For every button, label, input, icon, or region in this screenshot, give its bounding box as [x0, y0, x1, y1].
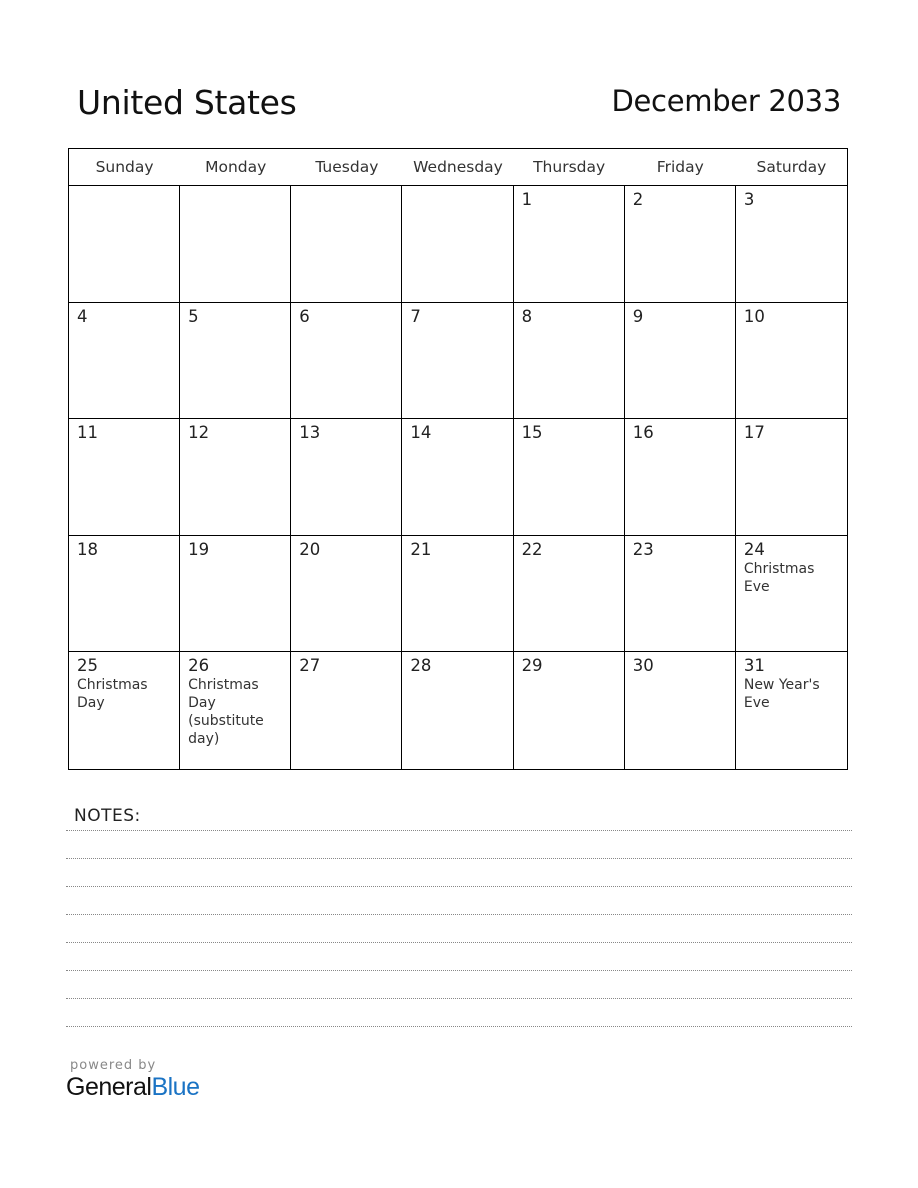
day-cell — [514, 419, 625, 536]
day-number: 8 — [521, 306, 533, 326]
day-cell — [736, 536, 847, 653]
day-number: 7 — [410, 306, 421, 326]
day-cell — [514, 303, 625, 420]
day-number: 27 — [299, 656, 321, 676]
day-cell — [291, 536, 402, 653]
note-line — [66, 914, 852, 915]
holiday-label: Christmas Day — [77, 677, 148, 712]
day-number: 21 — [410, 539, 432, 559]
day-number: 11 — [77, 423, 98, 443]
day-cell — [69, 303, 180, 420]
calendar-weeks — [69, 186, 847, 769]
brand-general: General — [66, 1073, 152, 1101]
brand-blue: Blue — [151, 1073, 200, 1101]
day-number: 13 — [299, 423, 321, 443]
day-cell — [69, 419, 180, 536]
day-number: 19 — [188, 539, 210, 559]
day-number: 20 — [299, 539, 321, 559]
powered-by-text: powered by — [70, 1058, 157, 1073]
day-number: 4 — [77, 306, 88, 326]
day-number: 1 — [521, 190, 533, 209]
day-number: 9 — [632, 306, 644, 326]
note-line — [66, 970, 852, 971]
day-cell — [514, 186, 625, 303]
day-cell — [402, 186, 513, 303]
notes-section — [66, 806, 852, 826]
calendar-grid — [68, 148, 848, 770]
weekday-wednesday: Wednesday — [413, 158, 503, 176]
weekday-monday: Monday — [205, 158, 267, 176]
day-cell — [625, 536, 736, 653]
note-line — [66, 942, 852, 943]
day-cell — [180, 536, 291, 653]
note-line — [66, 1026, 852, 1027]
day-cell — [291, 419, 402, 536]
notes-label: NOTES: — [74, 806, 141, 826]
day-number: 18 — [77, 539, 98, 559]
day-number: 31 — [743, 656, 765, 676]
day-cell — [514, 652, 625, 769]
weekday-sunday: Sunday — [95, 158, 154, 176]
day-cell — [736, 303, 847, 420]
day-cell — [69, 186, 180, 303]
day-number: 15 — [521, 423, 543, 443]
generalblue-logo — [66, 1073, 200, 1102]
day-number: 6 — [299, 306, 310, 326]
day-number: 10 — [743, 306, 765, 326]
weekday-friday: Friday — [656, 158, 704, 176]
day-number: 5 — [188, 306, 199, 326]
day-number: 2 — [632, 190, 644, 209]
note-line — [66, 858, 852, 859]
holiday-label: Christmas Day (substitute day) — [188, 677, 264, 748]
day-cell — [180, 303, 291, 420]
month-year-title: December 2033 — [611, 84, 841, 118]
day-cell — [291, 186, 402, 303]
day-cell — [402, 536, 513, 653]
weekday-saturday: Saturday — [756, 158, 827, 176]
day-cell — [402, 303, 513, 420]
day-cell — [291, 303, 402, 420]
note-line — [66, 998, 852, 999]
day-cell — [625, 186, 736, 303]
day-cell — [625, 652, 736, 769]
day-number: 23 — [632, 539, 654, 559]
day-cell — [736, 419, 847, 536]
day-number: 22 — [521, 539, 543, 559]
note-line — [66, 830, 852, 831]
country-title: United States — [77, 83, 297, 122]
day-number: 14 — [410, 423, 432, 443]
day-number: 30 — [632, 656, 654, 676]
day-number: 17 — [743, 423, 765, 443]
day-number: 25 — [77, 656, 98, 676]
day-cell — [736, 186, 847, 303]
day-cell — [625, 419, 736, 536]
day-number: 26 — [188, 656, 210, 676]
day-cell — [69, 536, 180, 653]
weekday-header-row — [69, 149, 847, 186]
day-cell — [625, 303, 736, 420]
day-cell — [69, 652, 180, 769]
day-cell — [736, 652, 847, 769]
footer-branding — [66, 1058, 200, 1102]
holiday-label: Christmas Eve — [743, 560, 815, 595]
note-line — [66, 886, 852, 887]
day-cell — [180, 652, 291, 769]
weekday-thursday: Thursday — [533, 158, 606, 176]
day-number: 28 — [410, 656, 432, 676]
day-cell — [180, 419, 291, 536]
day-number: 24 — [743, 539, 765, 559]
day-cell — [402, 419, 513, 536]
day-cell — [291, 652, 402, 769]
day-cell — [514, 536, 625, 653]
day-number: 29 — [521, 656, 543, 676]
day-cell — [402, 652, 513, 769]
day-number: 12 — [188, 423, 210, 443]
day-cell — [180, 186, 291, 303]
day-number: 3 — [743, 190, 755, 209]
holiday-label: New Year's Eve — [743, 677, 820, 712]
day-number: 16 — [632, 423, 654, 443]
weekday-tuesday: Tuesday — [315, 158, 379, 176]
